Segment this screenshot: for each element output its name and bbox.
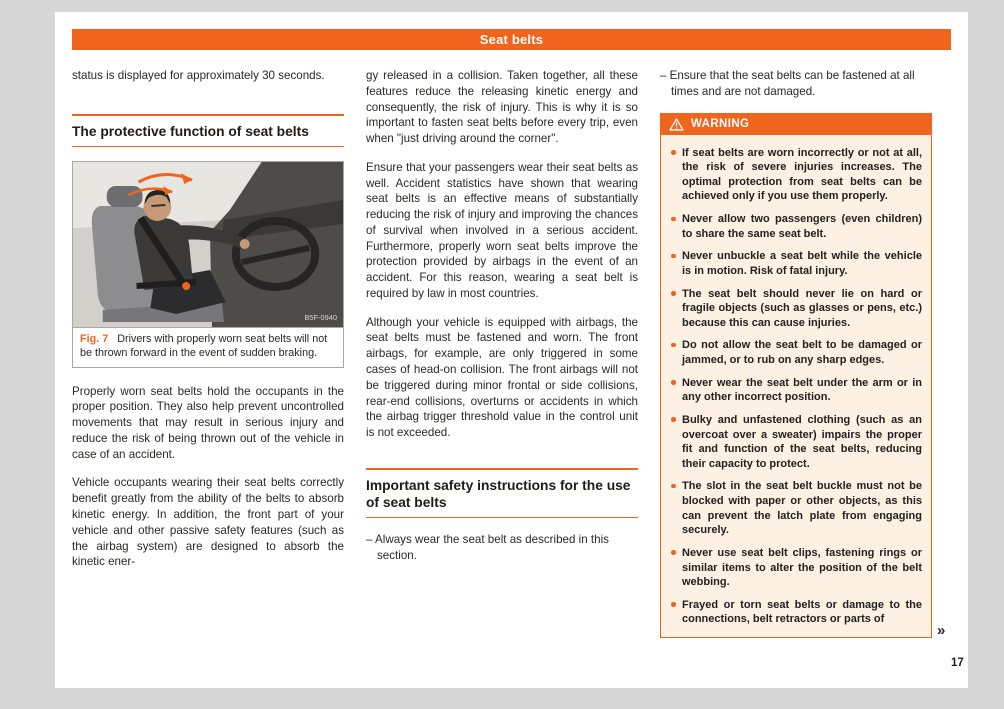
warning-item: Do not allow the seat belt to be damaged or jammed, or to rub on any sharp edges. xyxy=(670,338,922,367)
figure-caption-text: Drivers with properly worn seat belts will not be thrown forward in the event of sudden braking. xyxy=(80,333,328,359)
continuation-marker: » xyxy=(937,622,946,639)
figure-label: Fig. 7 xyxy=(80,333,109,345)
instruction-item: – Ensure that the seat belts can be fastened at all times and are not damaged. xyxy=(660,69,915,98)
warning-triangle-icon xyxy=(669,118,684,131)
warning-body xyxy=(661,135,931,638)
manual-page xyxy=(55,12,968,688)
warning-item: The seat belt should never lie on hard or fragile objects (such as glasses or pens, etc.) because this can cause injuries. xyxy=(670,287,922,331)
paragraph: Properly worn seat belts hold the occupants in the proper position. They also help prevent uncontrolled movements that may result in serious injury and reduce the risk of being thrown out of the vehicle in case of an accident. xyxy=(72,384,344,461)
page-columns xyxy=(72,68,951,638)
warning-item: Bulky and unfastened clothing (such as an overcoat over a sweater) impairs the proper fit and function of the seat belts, reducing their capacity to protect. xyxy=(670,413,922,472)
warning-list xyxy=(670,146,922,628)
paragraph: Ensure that your passengers wear their seat belts as well. Accident statistics have shown that wearing seat belts is an effective means of substantially reducing the risk of injury and improving the chances of survival when involved in a serious accident. Furthermore, properly worn seat belts improve the protection provided by airbags in the event of an accident. For this reason, wearing a seat belt is required by law in most countries. xyxy=(366,160,638,300)
figure-7 xyxy=(72,161,344,368)
warning-item: Never wear the seat belt under the arm or in any other incorrect position. xyxy=(670,376,922,405)
column-3 xyxy=(660,68,932,638)
paragraph: Although your vehicle is equipped with airbags, the seat belts must be fastened and worn. The front airbags, for example, are only triggered in some cases of head-on collision. The front airbags will not be triggered during minor frontal or side collisions, rear-end collisions, overturns or accidents in which the airbag trigger threshold value in the control unit is not exceeded. xyxy=(366,315,638,440)
figure-caption xyxy=(73,327,343,367)
warning-box xyxy=(660,113,932,639)
chapter-title: Seat belts xyxy=(479,32,544,47)
warning-item: Never use seat belt clips, fastening rings or similar items to alter the position of the belt webbing. xyxy=(670,546,922,590)
section-heading-safety-instructions: Important safety instructions for the use of seat belts xyxy=(366,468,638,518)
warning-item: Frayed or torn seat belts or damage to the connections, belt retractors or parts of xyxy=(670,598,922,627)
instruction-item: – Always wear the seat belt as described in this section. xyxy=(366,533,609,563)
warning-item: Never allow two passengers (even children) to share the same seat belt. xyxy=(670,212,922,241)
warning-item: The slot in the seat belt buckle must not be blocked with paper or other objects, as this can prevent the latch plate from engaging securely. xyxy=(670,479,922,538)
warning-item: If seat belts are worn incorrectly or not at all, the risk of severe injuries increases. The optimal protection from seat belts can be achieved only if you use them properly. xyxy=(670,146,922,205)
driver-seatbelt-illustration xyxy=(73,162,343,327)
paragraph: Vehicle occupants wearing their seat belts correctly benefit greatly from the ability of the belts to absorb kinetic energy. In addition, the front part of your vehicle and other passive safety features (such as the airbag system) are designed to absorb the kinetic ener- xyxy=(72,476,344,569)
paragraph: gy released in a collision. Taken together, all these features reduce the releasing kinetic energy and consequently, the risk of injury. This is why it is so important to fasten seat belts before every trip, even when "just driving around the corner". xyxy=(366,69,638,146)
figure-image xyxy=(73,162,343,327)
figure-code: B5F-0940 xyxy=(304,312,338,323)
section-heading-protective-function: The protective function of seat belts xyxy=(72,114,344,147)
page-number: 17 xyxy=(951,657,964,669)
warning-header xyxy=(661,114,931,135)
warning-item: Never unbuckle a seat belt while the vehicle is in motion. Risk of fatal injury. xyxy=(670,249,922,278)
column-2 xyxy=(366,68,638,638)
chapter-header-bar xyxy=(72,29,951,50)
warning-title: WARNING xyxy=(691,118,750,131)
column-1 xyxy=(72,68,344,638)
paragraph-intro: status is displayed for approximately 30 seconds. xyxy=(72,69,325,82)
